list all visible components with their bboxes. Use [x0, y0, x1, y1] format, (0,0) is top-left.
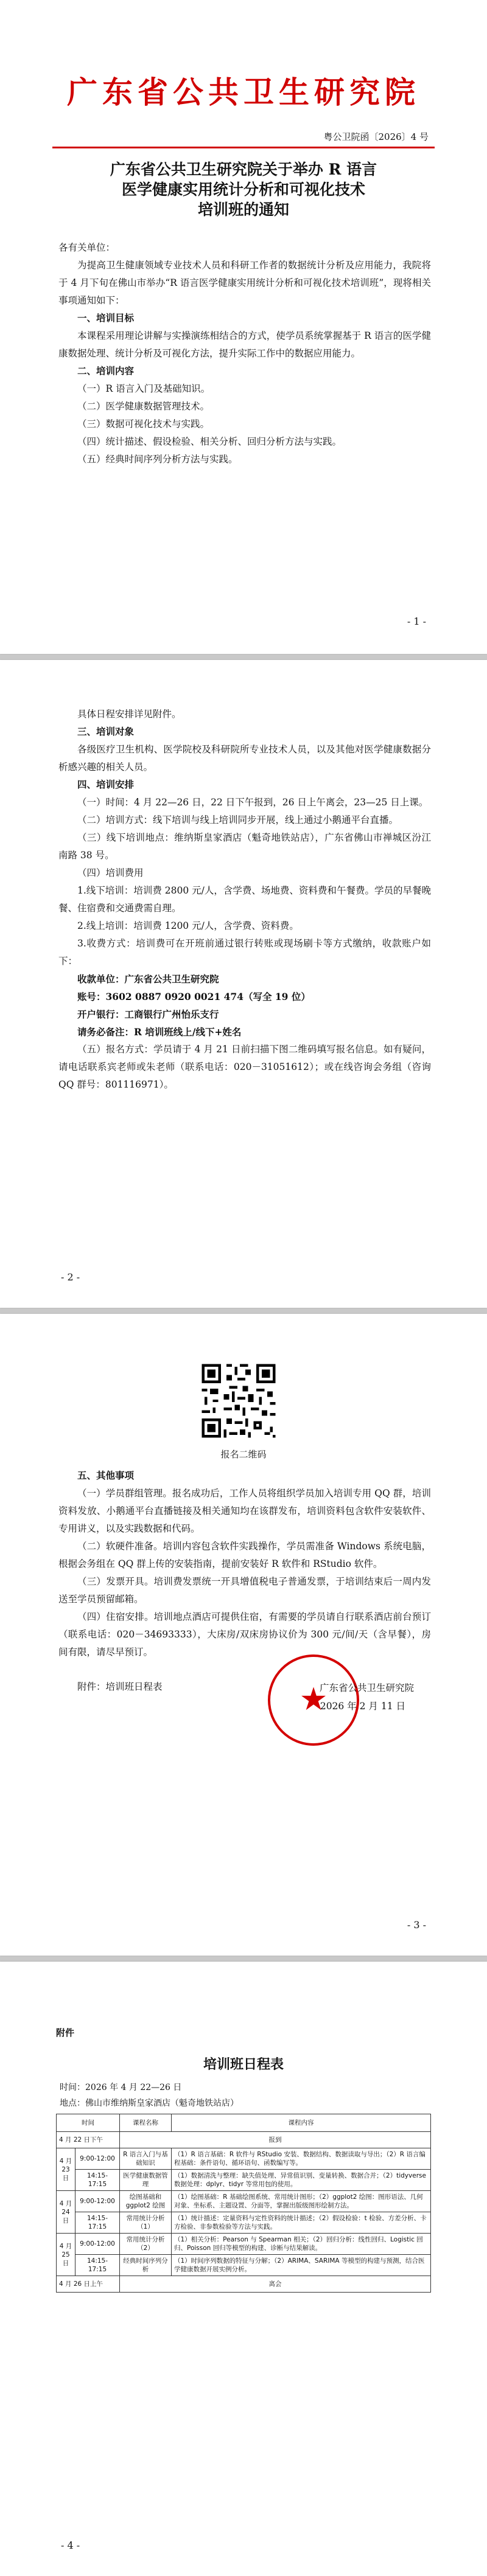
page-1-body	[58, 239, 431, 468]
form-text: （二）培训方式：线下培训与线上培训同步开展，线上通过小鹅通平台直播。	[77, 814, 399, 825]
content-item: （五）经典时间序列分析方法与实践。	[77, 454, 238, 465]
course-content: （1）相关分析：Pearson 与 Spearman 相关；（2）回归分析：线性回归、Logistic 回归、Poisson 回归等模型的构建、诊断与结果解读。	[172, 2234, 431, 2255]
org-title: 广东省公共卫生研究院	[67, 74, 420, 110]
attachment-line: 附件：培训班日程表	[77, 1681, 163, 1692]
account-number: 账号：3602 0887 0920 0021 474（写全 19 位）	[77, 991, 310, 1002]
venue-text: （三）线下培训地点：维纳斯皇家酒店（魁奇地铁站店），广东省佛山市禅城区汾江南路 38 号。	[58, 832, 431, 861]
table-row	[57, 2276, 431, 2293]
time-slot: 9:00-12:00	[75, 2148, 120, 2170]
section-3-heading: 三、培训对象	[77, 726, 135, 737]
account-name: 收款单位：广东省公共卫生研究院	[77, 973, 219, 985]
intro-paragraph: 为提高卫生健康领域专业技术人员和科研工作者的数据统计分析及应用能力，我院将于 4 月下旬在佛山市举办“R 语言医学健康实用统计分析和可视化技术培训班”，现将相关事项通知如下：	[58, 260, 431, 306]
page-3-body	[58, 1467, 431, 1696]
table-row	[57, 2234, 431, 2255]
issue-date: 2026 年 2 月 11 日	[320, 1701, 405, 1712]
other-item: （三）发票开具。培训费发票统一开具增值税电子普通发票，于培训结束后一周内发送至学员预留邮箱。	[58, 1576, 431, 1605]
schedule-title: 培训班日程表	[203, 2057, 284, 2072]
day-label: 4 月 23 日	[57, 2148, 75, 2191]
other-item: （四）住宿安排。培训地点酒店可提供住宿，有需要的学员请自行联系酒店前台预订（联系电话：020－34693333），大床房/双床房协议价为 300 元/间/天（含早餐），房间有限，请尽早预订。	[58, 1611, 431, 1658]
table-row	[57, 2170, 431, 2191]
table-header	[57, 2114, 431, 2132]
col-content: 课程内容	[172, 2114, 431, 2132]
title-line-1: 广东省公共卫生研究院关于举办 R 语言	[110, 161, 377, 178]
page-number: - 3 -	[407, 1919, 426, 1931]
page-2	[0, 660, 487, 1308]
section-1-heading: 一、培训目标	[77, 313, 135, 324]
signer: 广东省公共卫生研究院	[319, 1682, 414, 1693]
col-time: 时间	[57, 2114, 120, 2132]
schedule-place: 地点：佛山市维纳斯皇家酒店（魁奇地铁站店）	[60, 2099, 239, 2108]
col-course: 课程名称	[120, 2114, 172, 2132]
table-row	[57, 2132, 431, 2148]
payment-remark: 请务必备注：R 培训班线上/线下+姓名	[77, 1026, 242, 1038]
course-content: （1）时间序列数据的特征与分解；（2）ARIMA、SARIMA 等模型的构建与预测，结合医学健康数据开展实例分析。	[172, 2255, 431, 2276]
greeting: 各有关单位：	[58, 242, 116, 253]
day-label: 4 月 24 日	[57, 2191, 75, 2234]
day-label: 4 月 22 日下午	[57, 2132, 120, 2148]
course-content: （1）数据清洗与整理：缺失值处理、异常值识别、变量转换、数据合并；（2）tidyverse 数据处理：dplyr、tidyr 等常用包的使用。	[172, 2170, 431, 2191]
section-5-heading: 五、其他事项	[77, 1470, 135, 1481]
bank-name: 开户银行：工商银行广州怡乐支行	[77, 1009, 219, 1020]
checkout-label: 离会	[120, 2276, 431, 2293]
fee-payment: 3.收费方式：培训费可在开班前通过银行转账或现场刷卡等方式缴纳，收款账户如下：	[58, 938, 431, 967]
register-text: （五）报名方式：学员请于 4 月 21 日前扫描下图二维码填写报名信息。如有疑问，请电话联系宾老师或朱老师（联系电话：020－31051612）；或在线咨询会务组（咨询 QQ 群号：801116971）。	[58, 1044, 431, 1090]
section-3-text: 各级医疗卫生机构、医学院校及科研院所专业技术人员，以及其他对医学健康数据分析感兴趣的相关人员。	[58, 744, 431, 772]
day-label: 4 月 25 日	[57, 2234, 75, 2276]
section-1-text: 本课程采用理论讲解与实操演练相结合的方式，使学员系统掌握基于 R 语言的医学健康数据处理、统计分析及可视化方法，提升实际工作中的数据应用能力。	[58, 330, 431, 359]
fee-online: 2.线上培训：培训费 1200 元/人，含学费、资料费。	[77, 920, 299, 931]
seal-star-icon: ★	[299, 1681, 328, 1718]
section-2-heading: 二、培训内容	[77, 366, 135, 377]
table-row	[57, 2148, 431, 2170]
schedule-note: 具体日程安排详见附件。	[77, 709, 181, 720]
registration-qr-code[interactable]	[199, 1361, 278, 1440]
fee-offline: 1.线下培训：培训费 2800 元/人，含学费、场地费、资料费和午餐费。学员的早餐晚餐、住宿费和交通费需自理。	[58, 885, 431, 914]
page-number: - 4 -	[61, 2540, 80, 2551]
page-2-body	[58, 706, 431, 1094]
section-4-heading: 四、培训安排	[77, 779, 135, 790]
content-item: （四）统计描述、假设检验、相关分析、回归分析方法与实践。	[77, 436, 342, 447]
time-slot: 14:15-17:15	[75, 2212, 120, 2234]
other-item: （二）软硬件准备。培训内容包含软件实践操作，学员需准备 Windows 系统电脑，根据会务组在 QQ 群上传的安装指南，提前安装好 R 软件和 RStudio 软件。	[58, 1541, 431, 1569]
time-slot: 14:15-17:15	[75, 2255, 120, 2276]
table-row	[57, 2255, 431, 2276]
time-text: （一）时间：4 月 22—26 日，22 日下午报到，26 日上午离会，23—25 日上课。	[77, 797, 429, 808]
notice-title	[49, 159, 438, 220]
course-name: 绘图基础和 ggplot2 绘图	[120, 2191, 172, 2212]
other-item: （一）学员群组管理。报名成功后，工作人员将组织学员加入培训专用 QQ 群，培训资料发放、小鹅通平台直播链接及相关通知均在该群发布，培训资料包含软件安装软件、专用讲义，以及实践数据和代码。	[58, 1488, 431, 1534]
time-slot: 9:00-12:00	[75, 2191, 120, 2212]
course-content: （1）绘图基础：R 基础绘图系统、常用统计图形；（2）ggplot2 绘图：图形语法、几何对象、坐标系、主题设置、分面等，掌握出版级图形绘制方法。	[172, 2191, 431, 2212]
table-row	[57, 2191, 431, 2212]
page-4	[0, 1962, 487, 2576]
course-content: （1）R 语言基础：R 软件与 RStudio 安装、数据结构、数据读取与导出；（2）R 语言编程基础：条件语句、循环语句、函数编写等。	[172, 2148, 431, 2170]
schedule-time: 时间：2026 年 4 月 22—26 日	[60, 2083, 182, 2092]
course-name: R 语言入门与基础知识	[120, 2148, 172, 2170]
content-item: （二）医学健康数据管理技术。	[77, 401, 210, 412]
annex-label: 附件	[56, 2027, 75, 2038]
time-slot: 14:15-17:15	[75, 2170, 120, 2191]
course-name: 常用统计分析（1）	[120, 2212, 172, 2234]
title-line-3: 培训班的通知	[197, 201, 289, 218]
red-divider	[52, 147, 435, 148]
document-number: 粤公卫院函〔2026〕4 号	[323, 131, 429, 142]
page-number: - 1 -	[407, 616, 426, 627]
fee-heading: （四）培训费用	[77, 867, 144, 878]
title-line-2: 医学健康实用统计分析和可视化技术	[121, 181, 365, 198]
table-row	[57, 2212, 431, 2234]
time-slot: 9:00-12:00	[75, 2234, 120, 2255]
course-name: 经典时间序列分析	[120, 2255, 172, 2276]
content-item: （一）R 语言入门及基础知识。	[77, 383, 211, 394]
content-item: （三）数据可视化技术与实践。	[77, 418, 210, 429]
day-label: 4 月 26 日上午	[57, 2276, 120, 2293]
page-number: - 2 -	[61, 1271, 80, 1283]
qr-caption: 报名二维码	[220, 1449, 267, 1460]
schedule-table	[56, 2114, 431, 2293]
course-name: 医学健康数据管理	[120, 2170, 172, 2191]
page-3	[0, 1314, 487, 1956]
checkin-label: 报到	[120, 2132, 431, 2148]
page-1	[0, 0, 487, 654]
course-name: 常用统计分析（2）	[120, 2234, 172, 2255]
course-content: （1）统计描述：定量资料与定性资料的统计描述；（2）假设检验：t 检验、方差分析、卡方检验、非参数检验等方法与实践。	[172, 2212, 431, 2234]
